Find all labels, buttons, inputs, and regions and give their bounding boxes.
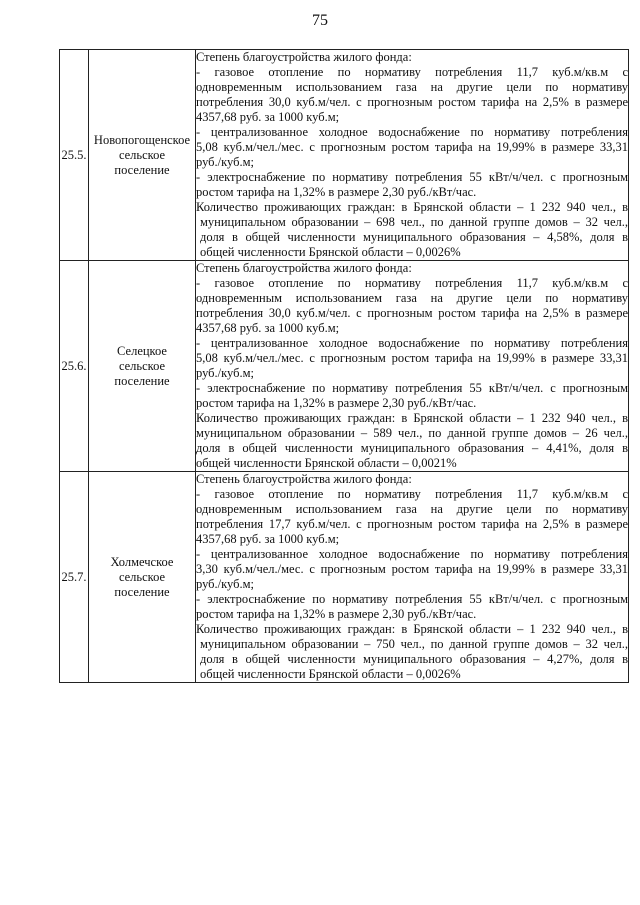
settlements-table bbox=[59, 49, 629, 683]
settlement-name-line: поселение bbox=[114, 373, 170, 388]
description-line: одновременным использованием газа на другие цели по нормативу bbox=[196, 291, 628, 305]
description-line: 4357,68 руб. за 1000 куб.м; bbox=[196, 110, 340, 124]
settlement-name-line: сельское bbox=[118, 358, 166, 373]
description-line: Количество проживающих граждан: в Брянской области – 1 232 940 чел., в bbox=[196, 622, 628, 636]
description-heading: Степень благоустройства жилого фонда: bbox=[196, 261, 412, 275]
description-line: доля в общей численности муниципального образования – 4,41%, доля в bbox=[196, 441, 628, 455]
description-line: потребления 30,0 куб.м/чел. с прогнозным ростом тарифа на 2,5% в размере bbox=[196, 95, 628, 109]
description-line: руб./куб.м; bbox=[196, 577, 254, 591]
description-line: ростом тарифа на 1,32% в размере 2,30 руб./кВт/час. bbox=[196, 396, 477, 410]
table-row bbox=[60, 472, 629, 683]
settlement-name-line: поселение bbox=[114, 584, 170, 599]
settlement-name bbox=[89, 50, 196, 261]
description-line: - газовое отопление по нормативу потребления 11,7 куб.м/кв.м с bbox=[196, 487, 628, 501]
settlement-name bbox=[89, 261, 196, 472]
description-line: 4357,68 руб. за 1000 куб.м; bbox=[196, 321, 340, 335]
settlement-name-line: сельское bbox=[118, 147, 166, 162]
settlement-name-line: Селецкое bbox=[117, 343, 167, 358]
description-line: муниципальном образовании – 750 чел., по данной группе домов – 32 чел., bbox=[200, 637, 628, 651]
description-line: 4357,68 руб. за 1000 куб.м; bbox=[196, 532, 340, 546]
settlement-name-line: Новопогощенское bbox=[93, 132, 191, 147]
description-line: одновременным использованием газа на другие цели по нормативу bbox=[196, 502, 628, 516]
description-line: ростом тарифа на 1,32% в размере 2,30 руб./кВт/час. bbox=[196, 607, 477, 621]
description-line: 5,08 куб.м/чел./мес. с прогнозным ростом тарифа на 19,99% в размере 33,31 bbox=[196, 351, 628, 365]
description-line: - централизованное холодное водоснабжение по нормативу потребления bbox=[196, 547, 628, 561]
table-row bbox=[60, 50, 629, 261]
description-line: муниципальном образовании – 589 чел., по данной группе домов – 26 чел., bbox=[196, 426, 628, 440]
description-line: общей численности Брянской области – 0,0026% bbox=[200, 245, 461, 259]
description-line: 3,30 куб.м/чел./мес. с прогнозным ростом тарифа на 19,99% в размере 33,31 bbox=[196, 562, 628, 576]
description-line: - электроснабжение по нормативу потребления 55 кВт/ч/чел. с прогнозным bbox=[196, 381, 628, 395]
description-line: 5,08 куб.м/чел./мес. с прогнозным ростом тарифа на 19,99% в размере 33,31 bbox=[196, 140, 628, 154]
row-number: 25.6. bbox=[60, 261, 89, 472]
settlement-description bbox=[196, 472, 629, 683]
description-heading: Степень благоустройства жилого фонда: bbox=[196, 472, 412, 486]
table-row bbox=[60, 261, 629, 472]
description-line: потребления 17,7 куб.м/чел. с прогнозным ростом тарифа на 2,5% в размере bbox=[196, 517, 628, 531]
description-line: доля в общей численности муниципального образования – 4,58%, доля в bbox=[200, 230, 628, 244]
description-line: потребления 30,0 куб.м/чел. с прогнозным ростом тарифа на 2,5% в размере bbox=[196, 306, 628, 320]
page-number: 75 bbox=[312, 12, 328, 29]
description-line: - централизованное холодное водоснабжение по нормативу потребления bbox=[196, 336, 628, 350]
description-line: - электроснабжение по нормативу потребления 55 кВт/ч/чел. с прогнозным bbox=[196, 592, 628, 606]
description-line: ростом тарифа на 1,32% в размере 2,30 руб./кВт/час. bbox=[196, 185, 477, 199]
settlement-name bbox=[89, 472, 196, 683]
description-line: общей численности Брянской области – 0,0021% bbox=[196, 456, 457, 470]
settlement-name-line: сельское bbox=[118, 569, 166, 584]
description-line: одновременным использованием газа на другие цели по нормативу bbox=[196, 80, 628, 94]
settlement-name-line: Холмечское bbox=[110, 554, 174, 569]
row-number: 25.7. bbox=[60, 472, 89, 683]
settlement-description bbox=[196, 50, 629, 261]
description-line: муниципальном образовании – 698 чел., по данной группе домов – 32 чел., bbox=[200, 215, 628, 229]
description-line: руб./куб.м; bbox=[196, 155, 254, 169]
description-line: Количество проживающих граждан: в Брянской области – 1 232 940 чел., в bbox=[196, 411, 628, 425]
description-line: руб./куб.м; bbox=[196, 366, 254, 380]
description-line: общей численности Брянской области – 0,0026% bbox=[200, 667, 461, 681]
description-heading: Степень благоустройства жилого фонда: bbox=[196, 50, 412, 64]
description-line: - газовое отопление по нормативу потребления 11,7 куб.м/кв.м с bbox=[196, 276, 628, 290]
description-line: доля в общей численности муниципального образования – 4,27%, доля в bbox=[200, 652, 628, 666]
settlement-name-line: поселение bbox=[114, 162, 170, 177]
settlement-description bbox=[196, 261, 629, 472]
description-line: - электроснабжение по нормативу потребления 55 кВт/ч/чел. с прогнозным bbox=[196, 170, 628, 184]
row-number: 25.5. bbox=[60, 50, 89, 261]
description-line: Количество проживающих граждан: в Брянской области – 1 232 940 чел., в bbox=[196, 200, 628, 214]
description-line: - централизованное холодное водоснабжение по нормативу потребления bbox=[196, 125, 628, 139]
description-line: - газовое отопление по нормативу потребления 11,7 куб.м/кв.м с bbox=[196, 65, 628, 79]
